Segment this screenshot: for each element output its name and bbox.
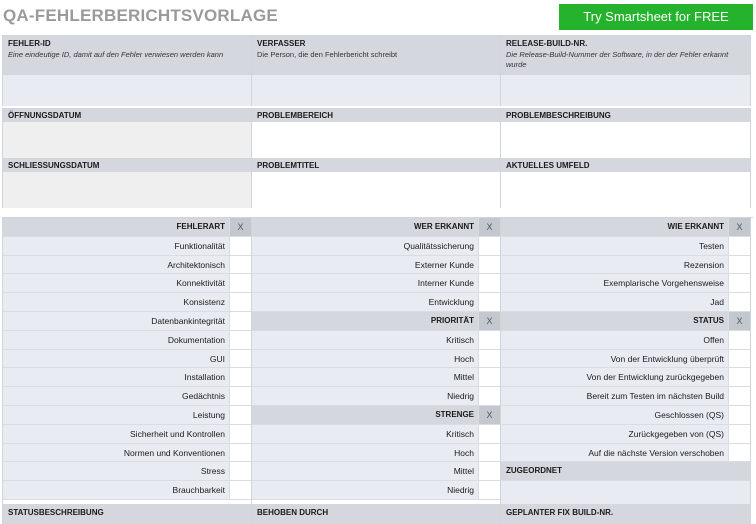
x-marker: X <box>478 218 500 236</box>
check-box[interactable] <box>478 425 500 443</box>
fehlerart-column <box>2 218 251 519</box>
verfasser-input[interactable] <box>252 75 500 106</box>
check-box[interactable] <box>728 274 750 292</box>
x-marker: X <box>478 406 500 424</box>
check-box[interactable] <box>478 274 500 292</box>
item-label: Testen <box>698 240 724 251</box>
section-header <box>3 218 251 237</box>
check-box[interactable] <box>728 406 750 424</box>
check-box[interactable] <box>229 274 251 292</box>
field-problemtitel <box>251 158 500 208</box>
list-item <box>252 462 500 481</box>
statusbeschreibung-label: STATUSBESCHREIBUNG <box>2 504 251 524</box>
item-label: Sicherheit und Kontrollen <box>130 428 225 439</box>
item-label: Rezension <box>683 259 724 270</box>
field-verfasser <box>251 35 500 106</box>
field-label: PROBLEMBESCHREIBUNG <box>506 111 611 120</box>
list-item <box>501 368 750 387</box>
section-title: ZUGEORDNET <box>506 466 562 476</box>
check-box[interactable] <box>728 293 750 311</box>
field-description: Die Release-Build-Nummer der Software, in der der Fehler erkannt wurde <box>506 50 729 69</box>
check-box[interactable] <box>728 350 750 368</box>
list-item <box>3 237 251 256</box>
list-item <box>252 481 500 500</box>
field-description: Eine eindeutige ID, damit auf den Fehler verwiesen werden kann <box>8 50 224 59</box>
check-box[interactable] <box>728 368 750 386</box>
section-header <box>501 218 750 237</box>
list-item <box>252 444 500 463</box>
list-item <box>252 368 500 387</box>
check-box[interactable] <box>229 368 251 386</box>
item-label: Mittel <box>453 372 474 383</box>
check-box[interactable] <box>728 256 750 274</box>
check-box[interactable] <box>728 331 750 349</box>
item-label: Niedrig <box>447 485 474 496</box>
field-label: AKTUELLES UMFELD <box>506 161 590 170</box>
check-box[interactable] <box>229 256 251 274</box>
section-title: WIE ERKANNT <box>667 222 724 231</box>
wie-status-column <box>500 218 751 519</box>
list-item <box>3 293 251 312</box>
check-box[interactable] <box>728 444 750 462</box>
problembereich-input[interactable] <box>252 122 500 158</box>
item-label: Kritisch <box>446 334 474 345</box>
section-header <box>252 312 500 331</box>
list-item <box>3 481 251 500</box>
list-item <box>501 274 750 293</box>
check-box[interactable] <box>229 481 251 499</box>
section-title: WER ERKANNT <box>414 222 474 231</box>
section-title: STRENGE <box>435 409 474 419</box>
list-item <box>501 444 750 463</box>
list-item <box>3 462 251 481</box>
list-item <box>501 331 750 350</box>
list-item <box>501 293 750 312</box>
list-item <box>252 256 500 275</box>
field-label: ÖFFNUNGSDATUM <box>8 111 82 120</box>
check-box[interactable] <box>478 293 500 311</box>
item-label: Entwicklung <box>428 297 474 308</box>
field-problembereich <box>251 108 500 158</box>
behoben-durch-label: BEHOBEN DURCH <box>251 504 500 524</box>
list-item <box>3 256 251 275</box>
item-label: Hoch <box>454 353 474 364</box>
check-box[interactable] <box>478 237 500 255</box>
item-label: Stress <box>200 466 225 477</box>
check-box[interactable] <box>478 444 500 462</box>
list-item <box>252 293 500 312</box>
field-release-build <box>500 35 751 106</box>
check-box[interactable] <box>478 462 500 480</box>
item-label: Niedrig <box>447 391 474 402</box>
item-label: Jad <box>710 297 724 308</box>
list-item <box>501 256 750 275</box>
item-label: Kritisch <box>446 428 474 439</box>
item-label: Qualitätssicherung <box>403 240 474 251</box>
check-box[interactable] <box>728 387 750 405</box>
list-item <box>252 237 500 256</box>
check-box[interactable] <box>229 331 251 349</box>
list-item <box>3 387 251 406</box>
check-box[interactable] <box>229 444 251 462</box>
check-box[interactable] <box>478 256 500 274</box>
field-label: FEHLER-ID <box>8 39 51 48</box>
item-label: Leistung <box>192 409 225 420</box>
section-header <box>252 406 500 425</box>
item-label: Konnektivität <box>176 278 225 289</box>
list-item <box>501 350 750 369</box>
check-box[interactable] <box>229 293 251 311</box>
check-box[interactable] <box>229 387 251 405</box>
footer-fields <box>2 504 753 524</box>
fehler-id-input[interactable] <box>3 75 251 106</box>
check-box[interactable] <box>728 425 750 443</box>
item-label: Exemplarische Vorgehensweise <box>603 278 724 289</box>
list-item <box>501 425 750 444</box>
item-label: Auf die nächste Version verschoben <box>588 447 724 458</box>
field-label: PROBLEMBEREICH <box>257 111 334 120</box>
field-label: RELEASE-BUILD-NR. <box>506 39 588 48</box>
item-label: GUI <box>209 353 225 364</box>
check-box[interactable] <box>229 425 251 443</box>
list-item <box>3 350 251 369</box>
list-item <box>3 331 251 350</box>
check-box[interactable] <box>478 481 500 499</box>
item-label: Von der Entwicklung zurückgegeben <box>586 372 724 383</box>
check-box[interactable] <box>478 387 500 405</box>
list-item <box>3 312 251 331</box>
item-label: Installation <box>184 372 225 383</box>
check-box[interactable] <box>229 462 251 480</box>
oeffnungsdatum-input[interactable] <box>3 122 251 158</box>
check-box[interactable] <box>229 312 251 330</box>
list-item <box>3 425 251 444</box>
top-fields <box>2 35 753 208</box>
list-item <box>252 387 500 406</box>
section-title: STATUS <box>693 315 724 325</box>
x-marker: X <box>728 312 750 330</box>
check-box[interactable] <box>478 368 500 386</box>
list-item <box>3 406 251 425</box>
wer-prioritaet-strenge-column <box>251 218 500 519</box>
item-label: Dokumentation <box>167 334 225 345</box>
field-schliessungsdatum <box>2 158 251 208</box>
list-item <box>252 274 500 293</box>
checklist-area <box>2 217 753 519</box>
field-fehler-id <box>2 35 251 106</box>
try-smartsheet-button[interactable]: Try Smartsheet for FREE <box>559 4 753 30</box>
list-item <box>252 425 500 444</box>
problemtitel-input[interactable] <box>252 172 500 208</box>
item-label: Bereit zum Testen im nächsten Build <box>586 391 724 402</box>
section-title: FEHLERART <box>176 222 225 231</box>
field-aktuelles-umfeld <box>500 158 751 208</box>
release-build-input[interactable] <box>501 75 750 106</box>
check-box[interactable] <box>478 331 500 349</box>
item-label: Funktionalität <box>174 240 225 251</box>
check-box[interactable] <box>229 350 251 368</box>
check-box[interactable] <box>478 350 500 368</box>
problembeschreibung-input[interactable] <box>501 122 750 158</box>
list-item <box>3 274 251 293</box>
list-item <box>3 368 251 387</box>
list-item <box>252 331 500 350</box>
field-oeffnungsdatum <box>2 108 251 158</box>
list-item <box>501 387 750 406</box>
field-label: SCHLIESSUNGSDATUM <box>8 161 100 170</box>
item-label: Architektonisch <box>167 259 225 270</box>
page-title: QA-FEHLERBERICHTSVORLAGE <box>3 6 278 25</box>
check-box[interactable] <box>229 237 251 255</box>
list-item <box>501 406 750 425</box>
item-label: Gedächtnis <box>182 391 225 402</box>
field-label: PROBLEMTITEL <box>257 161 320 170</box>
aktuelles-umfeld-input[interactable] <box>501 172 750 208</box>
field-label: VERFASSER <box>257 39 306 48</box>
item-label: Normen und Konventionen <box>123 447 225 458</box>
field-description: Die Person, die den Fehlerbericht schreibt <box>257 50 398 59</box>
x-marker: X <box>229 218 251 236</box>
check-box[interactable] <box>728 237 750 255</box>
section-title: PRIORITÄT <box>430 315 474 325</box>
zugeordnet-header <box>501 462 750 481</box>
item-label: Externer Kunde <box>414 259 474 270</box>
x-marker: X <box>478 312 500 330</box>
section-header <box>252 218 500 237</box>
list-item <box>501 237 750 256</box>
item-label: Geschlossen (QS) <box>654 409 724 420</box>
item-label: Mittel <box>453 466 474 477</box>
item-label: Von der Entwicklung überprüft <box>610 353 724 364</box>
item-label: Hoch <box>454 447 474 458</box>
item-label: Zurückgegeben von (QS) <box>628 428 724 439</box>
section-header <box>501 312 750 331</box>
item-label: Konsistenz <box>183 297 225 308</box>
schliessungsdatum-input[interactable] <box>3 172 251 208</box>
geplanter-fix-label: GEPLANTER FIX BUILD-NR. <box>500 504 751 524</box>
item-label: Brauchbarkeit <box>172 485 225 496</box>
list-item <box>252 350 500 369</box>
field-problembeschreibung <box>500 108 751 158</box>
list-item <box>3 444 251 463</box>
item-label: Datenbankintegrität <box>151 315 225 326</box>
item-label: Interner Kunde <box>417 278 474 289</box>
check-box[interactable] <box>229 406 251 424</box>
item-label: Offen <box>703 334 724 345</box>
x-marker: X <box>728 218 750 236</box>
